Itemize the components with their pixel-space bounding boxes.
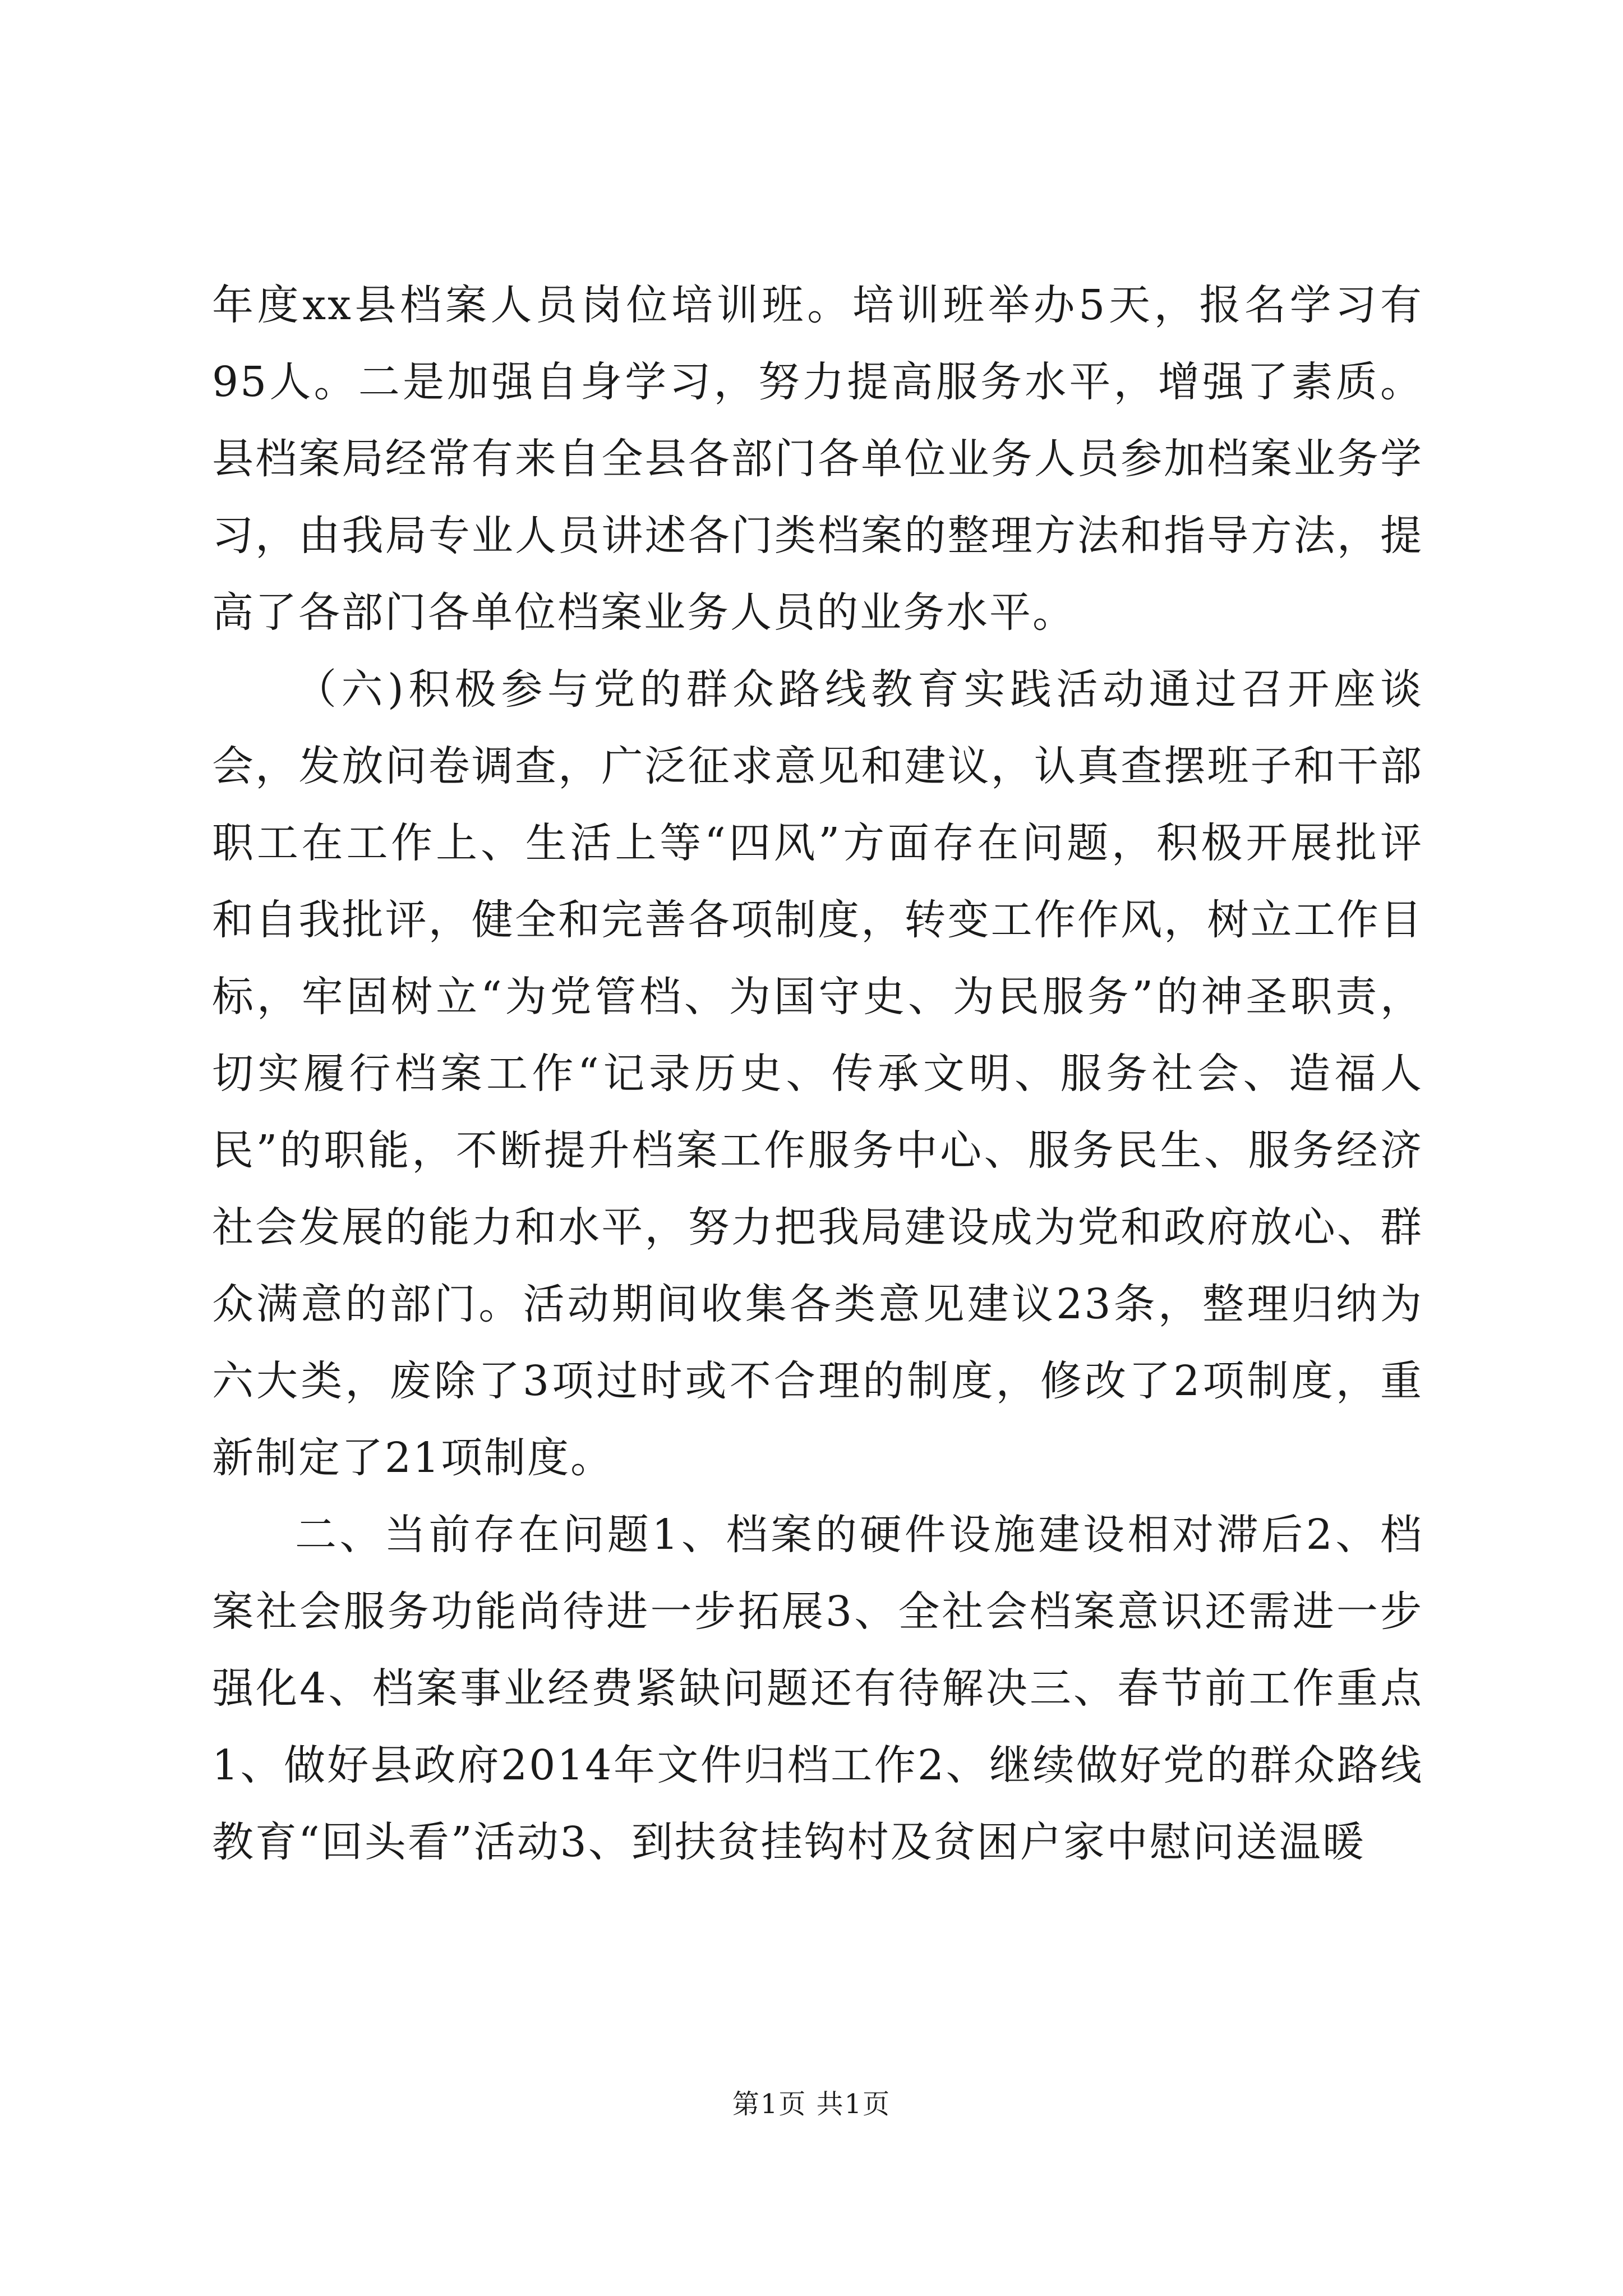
document-body xyxy=(212,267,1423,1881)
paragraph-problems-and-priorities: 二、当前存在问题1、档案的硬件设施建设相对滞后2、档案社会服务功能尚待进一步拓展3、全社会档案意识还需进一步强化4、档案事业经费紧缺问题还有待解决三、春节前工作重点1、做好县政府2014年文件归档工作2、继续做好党的群众路线教育“回头看”活动3、到扶贫挂钩村及贫困户家中慰问送温暖 xyxy=(212,1511,1423,1866)
page-footer: 第1页 共1页 xyxy=(732,2088,891,2120)
paragraph-mass-line-activity: （六)积极参与党的群众路线教育实践活动通过召开座谈会，发放问卷调查，广泛征求意见和建议，认真查摆班子和干部职工在工作上、生活上等“四风”方面存在问题，积极开展批评和自我批评，健全和完善各项制度，转变工作作风，树立工作目标，牢固树立“为党管档、为国守史、为民服务”的神圣职责，切实履行档案工作“记录历史、传承文明、服务社会、造福人民”的职能，不断提升档案工作服务中心、服务民生、服务经济社会发展的能力和水平，努力把我局建设成为党和政府放心、群众满意的部门。活动期间收集各类意见建议23条，整理归纳为六大类，废除了3项过时或不合理的制度，修改了2项制度，重新制定了21项制度。 xyxy=(212,665,1423,1482)
paragraph-training: 年度xx县档案人员岗位培训班。培训班举办5天，报名学习有95人。二是加强自身学习，努力提高服务水平，增强了素质。县档案局经常有来自全县各部门各单位业务人员参加档案业务学习，由我局专业人员讲述各门类档案的整理方法和指导方法，提高了各部门各单位档案业务人员的业务水平。 xyxy=(212,281,1423,637)
